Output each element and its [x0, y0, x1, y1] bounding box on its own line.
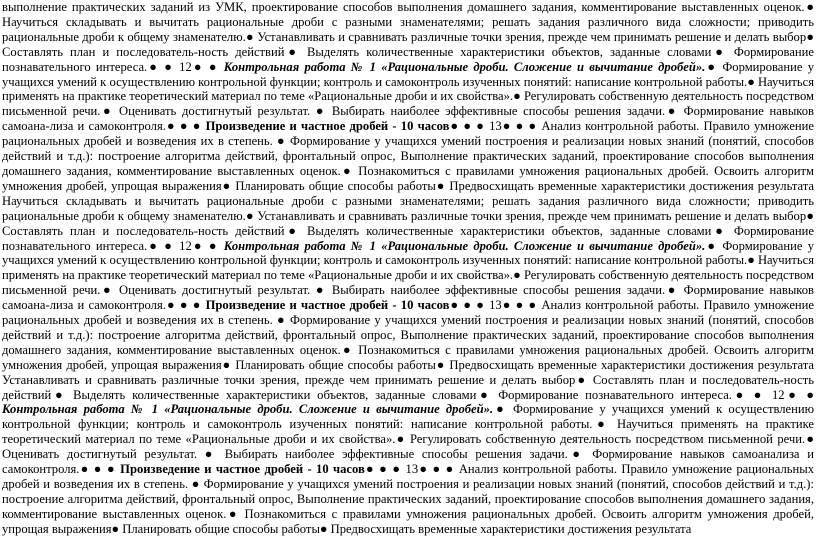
body-text-segment: ● Формирование у учащихся умений к осуществлению контрольной функции; контроль и самоконтроль изученных понятий: написание контрольной работы.● Научиться применять на практике теоретический материал по теме «Рациональные дроби и их свойства».● Регулировать собственную деятельность посредством письменной речи.● Оценивать достигнутый результат. ● Выбирать наиболее эффективные способы решения задачи.● Формирование навыков самоанализа и самоконтроля.● ● ● — [2, 402, 814, 477]
test-title: Контрольная работа № 1 «Рациональные дроби. Сложение и вычитание дробей». — [223, 238, 706, 253]
section-heading: Произведение и частное дробей - 10 часов — [205, 119, 450, 134]
body-text-segment: ● Формирование у учащихся умений к осуществлению контрольной функции; контроль и самоконтроль изученных понятий: написание контрольной работы.● Научиться применять на практике теоретический материал по теме «Рациональные дроби и их свойства».● Регулировать собственную деятельность посредством письменной речи.● Оценивать достигнутый результат. ● Выбирать наиболее эффективные способы решения задачи.● Формирование навыков самоана-лиза и самоконтроля.● ● ● — [2, 59, 814, 134]
body-text-segment: ● ● ● 13● ● ● Анализ контрольной работы. Правило умножение рациональных дробей и возведения их в степень. ● Формирование у учащихся умений построения и реализации новых знаний (понятий, способов действий и т.д.): построение алгоритма действий, фронтальный опрос, Выполнение практических заданий, проектирование способов выполнения домашнего задания, комментирование выставленных оценок.● Познакомиться с правилами умножения рациональных дробей. Освоить алгоритм умножения дробей, упрощая выражения● Планировать общие способы работы● Предвосхищать временные характеристики достижения результата Научиться складывать и вычитать рациональные дроби с разными знаменателями; решать задания различного вида сложности; приводить рациональные дроби к общему знаменателю.● Устанавливать и сравнивать различные точки зрения, прежде чем принимать решение и делать выбор● Составлять план и последователь-ность действий● Выделять количественные характеристики объектов, заданные словами● Формирование познавательного интереса.● ● 12● ● — [2, 119, 814, 253]
body-text-segment: ● ● ● 13● ● ● Анализ контрольной работы. Правило умножение рациональных дробей и возведения их в степень. ● Формирование у учащихся умений построения и реализации новых знаний (понятий, способов действий и т.д.): построение алгоритма действий, фронтальный опрос, Выполнение практических заданий, проектирование способов выполнения домашнего задания, комментирование выставленных оценок.● Познакомиться с правилами умножения рациональных дробей. Освоить алгоритм умножения дробей, упрощая выражения● Планировать общие способы работы● Предвосхищать временные характеристики достижения результата — [2, 462, 814, 536]
body-text-segment: ● Формирование у учащихся умений к осуществлению контрольной функции; контроль и самоконтроль изученных понятий: написание контрольной работы.● Научиться применять на практике теоретический материал по теме «Рациональные дроби и их свойства».● Регулировать собственную деятельность посредством письменной речи.● Оценивать достигнутый результат. ● Выбирать наиболее эффективные способы решения задачи.● Формирование навыков самоана-лиза и самоконтроля.● ● ● — [2, 238, 814, 313]
test-title: Контрольная работа № 1 «Рациональные дроби. Сложение и вычитание дробей». — [223, 59, 706, 74]
body-text-segment: ● ● ● 13● ● ● Анализ контрольной работы. Правило умножение рациональных дробей и возведения их в степень. ● Формирование у учащихся умений построения и реализации новых знаний (понятий, способов действий и т.д.): построение алгоритма действий, фронтальный опрос, Выполнение практических заданий, проектирование способов выполнения домашнего задания, комментирование выставленных оценок.● Познакомиться с правилами умножения рациональных дробей. Освоить алгоритм умножения дробей, упрощая выражения● Планировать общие способы работы● Предвосхищать временные характеристики достижения результата Устанавливать и сравнивать различные точки зрения, прежде чем принимать решение и делать выбор● Составлять план и последователь-ность действий● Выделять количественные характеристики объектов, заданные словами● Формирование познавательного интереса.● ● 12● ● — [2, 298, 814, 402]
test-title: Контрольная работа № 1 «Рациональные дроби. Сложение и вычитание дробей». — [2, 402, 494, 417]
body-text-segment: выполнение практических заданий из УМК, проектирование способов выполнения домашнего задания, комментирование выставленных оценок.● Научиться складывать и вычитать рациональные дроби с разными знаменателями; решать задания различного вида сложности; приводить рациональные дроби к общему знаменателю.● Устанавливать и сравнивать различные точки зрения, прежде чем принимать решение и делать выбор● Составлять план и последователь-ность действий● Выделять количественные характеристики объектов, заданные словами● Формирование познавательного интереса.● ● 12● ● — [2, 0, 814, 74]
document-body-text — [2, 0, 814, 536]
section-heading: Произведение и частное дробей - 10 часов — [205, 298, 450, 313]
section-heading: Произведение и частное дробей - 10 часов — [120, 462, 365, 477]
